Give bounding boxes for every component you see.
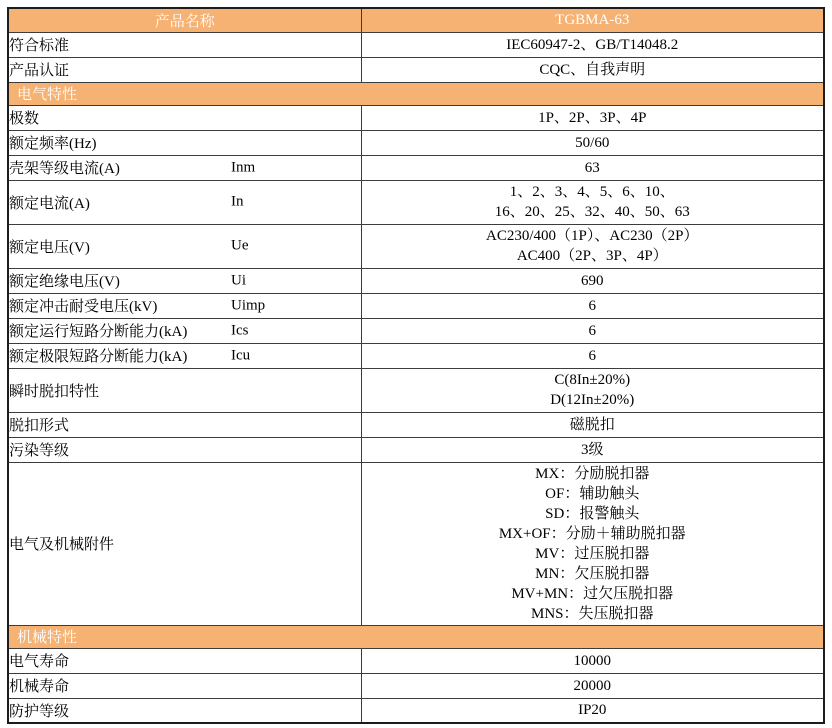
spec-label-cell [8,105,361,130]
spec-label: 符合标准 [9,38,70,54]
spec-value-cell [361,648,824,673]
spec-value-cell [361,673,824,698]
spec-label: 额定绝缘电压(V) [9,274,120,290]
spec-label: 瞬时脱扣特性 [9,383,100,400]
section-header-row [8,82,824,105]
spec-value-line: IEC60947-2、GB/T14048.2 [506,36,679,53]
spec-label: 产品认证 [9,63,70,79]
spec-row [8,32,824,57]
spec-value-cell [361,224,824,268]
spec-label: 额定频率(Hz) [9,136,97,152]
spec-symbol: Ics [231,322,249,338]
spec-value-line: TGBMA-63 [555,12,630,29]
spec-row [8,437,824,462]
spec-value-line: IP20 [578,702,607,719]
spec-symbol: Ui [231,272,246,288]
spec-value-line: 6 [588,297,596,314]
product-spec-sheet [7,7,825,724]
spec-value-line: D(12In±20%) [550,392,635,408]
spec-value-line: AC230/400（1P）、AC230（2P） [485,228,699,244]
spec-value-line: 磁脱扣 [569,416,615,433]
section-header-row [8,625,824,648]
spec-label: 壳架等级电流(A) [9,161,120,177]
spec-value-line: 3级 [580,441,604,458]
spec-label-cell [8,368,361,412]
spec-value-line: C(8In±20%) [554,372,631,388]
spec-label-cell [8,130,361,155]
spec-value-cell [361,155,824,180]
spec-row [8,268,824,293]
spec-label-cell [8,648,361,673]
spec-value-line: MX+OF：分励＋辅助脱扣器 [498,525,686,542]
product-spec-table [7,7,825,724]
spec-row [8,412,824,437]
spec-value-line: 1P、2P、3P、4P [538,109,647,126]
spec-value-line: MN：欠压脱扣器 [535,565,650,582]
spec-value-cell [361,57,824,82]
spec-label-cell [8,437,361,462]
spec-label: 额定极限短路分断能力(kA) [9,349,188,365]
spec-row [8,57,824,82]
spec-label-cell [8,318,361,343]
spec-row [8,698,824,723]
spec-table-body [8,8,824,723]
spec-symbol: Uimp [231,297,266,313]
spec-label-cell [8,673,361,698]
spec-value-line: 16、20、25、32、40、50、63 [494,204,690,220]
spec-label-cell [8,412,361,437]
spec-row [8,155,824,180]
spec-label: 机械寿命 [9,679,70,695]
section-title [8,625,824,648]
spec-label-cell [8,698,361,723]
spec-value-cell [361,130,824,155]
spec-row [8,318,824,343]
spec-row [8,368,824,412]
section-title [8,82,824,105]
spec-label-cell [8,57,361,82]
spec-value-cell [361,293,824,318]
spec-value-line: 6 [588,322,596,339]
spec-label-cell [8,293,361,318]
spec-label: 额定运行短路分断能力(kA) [9,324,188,340]
spec-row [8,224,824,268]
spec-value-cell [361,462,824,625]
spec-label-cell [8,155,361,180]
table-header-row [8,8,824,32]
spec-value-cell [361,105,824,130]
spec-label: 电气及机械附件 [9,537,115,553]
spec-label: 额定电流(A) [9,195,90,212]
spec-value-line: OF：辅助触头 [545,485,640,502]
spec-value-line: 63 [584,159,600,176]
spec-row [8,343,824,368]
spec-value-line: SD：报警触头 [545,505,640,522]
spec-value-line: 1、2、3、4、5、6、10、 [509,184,675,200]
spec-value-line: MX：分励脱扣器 [535,465,650,482]
spec-symbol: Inm [231,159,256,175]
header-name-label: 产品名称 [154,13,215,30]
spec-value-cell [361,343,824,368]
spec-value-line: 690 [581,272,604,289]
spec-value-cell [361,180,824,224]
spec-value-line: MNS：失压脱扣器 [530,605,654,622]
spec-value-cell [361,412,824,437]
spec-row [8,130,824,155]
spec-label: 极数 [9,111,40,127]
spec-row [8,648,824,673]
spec-label: 电气寿命 [9,654,70,670]
spec-label-cell [8,343,361,368]
spec-value-cell [361,368,824,412]
spec-label: 污染等级 [9,443,70,459]
spec-label: 防护等级 [9,703,70,720]
spec-value-line: 6 [588,347,596,364]
spec-value-line: 20000 [573,677,611,694]
spec-value-cell [361,318,824,343]
spec-label-cell [8,180,361,224]
spec-value-cell [361,32,824,57]
spec-label: 额定电压(V) [9,239,90,256]
spec-row [8,673,824,698]
section-title-label: 机械特性 [17,630,78,646]
spec-value-cell [361,698,824,723]
spec-label-cell [8,462,361,625]
spec-label: 脱扣形式 [9,418,70,434]
spec-row [8,105,824,130]
spec-value-line: 50/60 [575,134,610,151]
spec-label-cell [8,224,361,268]
spec-label: 额定冲击耐受电压(kV) [9,299,158,315]
spec-symbol: Icu [231,347,251,363]
spec-label-cell [8,32,361,57]
spec-row [8,180,824,224]
spec-row [8,462,824,625]
spec-label-cell [8,268,361,293]
spec-value-line: CQC、自我声明 [539,61,646,78]
spec-value-line: MV+MN：过欠压脱扣器 [511,585,674,602]
header-name-cell [8,8,361,32]
spec-value-cell [361,268,824,293]
spec-value-line: 10000 [573,652,611,669]
spec-symbol: In [231,193,244,210]
spec-row [8,293,824,318]
header-value-cell [361,8,824,32]
spec-value-cell [361,437,824,462]
section-title-label: 电气特性 [17,87,78,103]
spec-value-line: AC400（2P、3P、4P） [516,248,668,264]
spec-value-line: MV：过压脱扣器 [535,545,650,562]
spec-symbol: Ue [231,237,249,254]
